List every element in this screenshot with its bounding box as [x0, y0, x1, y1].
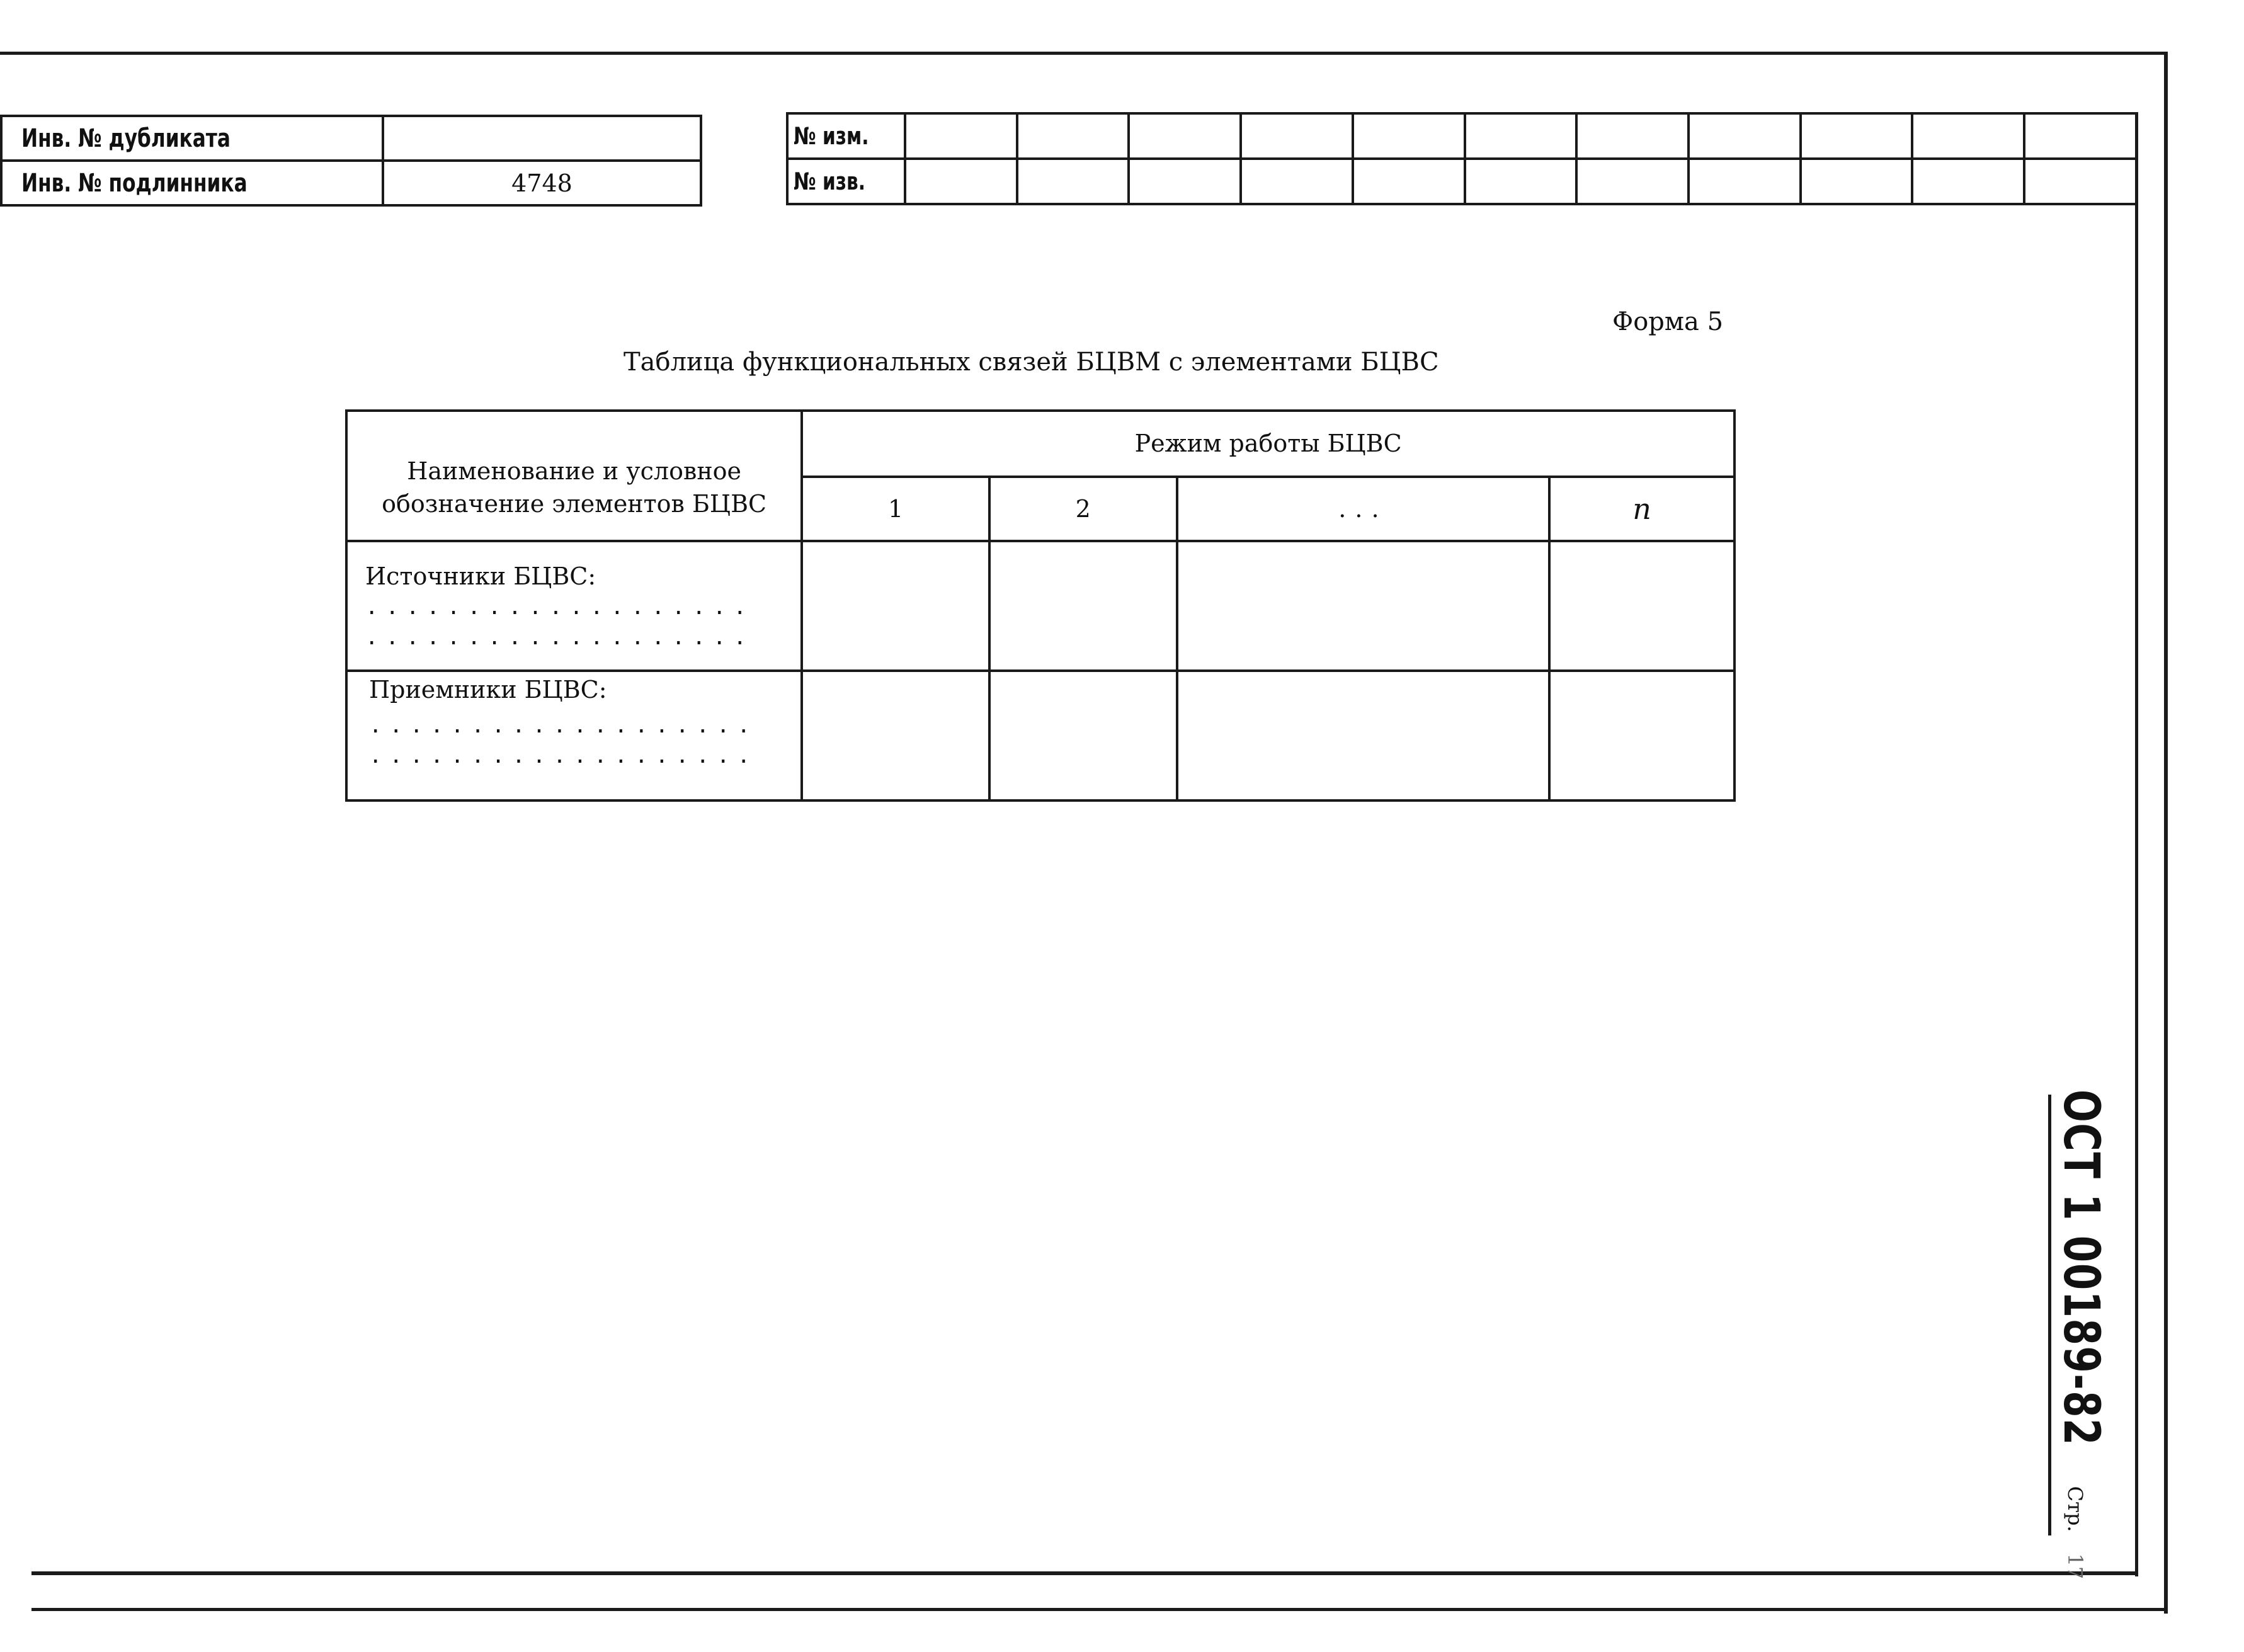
- change-cell: [1689, 113, 1801, 159]
- change-cell: [1465, 113, 1577, 159]
- mode-col-label: n: [1632, 491, 1651, 526]
- change-cell: [1129, 159, 1241, 204]
- name-header-cell: [346, 411, 802, 541]
- mode-header: Режим работы БЦВС: [1134, 430, 1402, 458]
- bottom-frame-outer: [31, 1608, 2168, 1611]
- table-cell: [802, 541, 989, 671]
- side-stamp: [2053, 1090, 2112, 1580]
- change-cell: [905, 113, 1017, 159]
- receivers-cell: [346, 671, 802, 800]
- table-cell: [989, 671, 1177, 800]
- table-cell: [1549, 671, 1734, 800]
- receivers-label: Приемники БЦВС:: [369, 675, 607, 704]
- right-frame-outer: [2164, 52, 2168, 1614]
- change-cell: [1241, 159, 1353, 204]
- mode-col-ellipsis: [1177, 477, 1550, 541]
- change-cell: [1465, 159, 1577, 204]
- mode-col-1: [802, 477, 989, 541]
- dotted-leader: ...................: [365, 624, 754, 650]
- side-stamp-rule: [2048, 1095, 2051, 1535]
- change-cell: [1801, 113, 1913, 159]
- mode-col-2: [989, 477, 1177, 541]
- change-cell: [1353, 159, 1465, 204]
- mode-col-label: ...: [1338, 494, 1388, 523]
- sources-cell: [346, 541, 802, 671]
- change-cell: [1912, 159, 2024, 204]
- izv-label: № изв.: [794, 168, 865, 195]
- mode-col-label: 1: [888, 494, 904, 523]
- sources-label: Источники БЦВС:: [365, 562, 596, 590]
- change-cell: [1353, 113, 1465, 159]
- standard-designation: ОСТ 1 00189-82: [2053, 1090, 2109, 1446]
- table-cell: [802, 671, 989, 800]
- orig-inventory-label: Инв. № подлинника: [21, 168, 248, 198]
- change-cell: [2024, 113, 2136, 159]
- page-number: 17: [2063, 1553, 2087, 1580]
- change-cell: [1576, 159, 1689, 204]
- mode-col-n: [1549, 477, 1734, 541]
- change-cell: [1129, 113, 1241, 159]
- table-cell: [1177, 541, 1550, 671]
- bottom-frame-inner: [31, 1571, 2138, 1575]
- izm-label: № изм.: [794, 122, 869, 150]
- right-frame-inner: [2135, 112, 2138, 1576]
- table-cell: [1177, 671, 1550, 800]
- top-frame-line: [0, 52, 2167, 55]
- page-label: Стр.: [2063, 1486, 2087, 1532]
- change-cell: [1017, 113, 1129, 159]
- change-cell: [1017, 159, 1129, 204]
- mode-col-label: 2: [1075, 494, 1091, 523]
- name-header-line2: обозначение элементов БЦВС: [382, 490, 767, 518]
- dotted-leader: ...................: [369, 712, 758, 738]
- change-cell: [1576, 113, 1689, 159]
- change-cell: [1912, 113, 2024, 159]
- table-cell: [1549, 541, 1734, 671]
- table-title: Таблица функциональных связей БЦВМ с элементами БЦВС: [624, 348, 1439, 377]
- table-cell: [989, 541, 1177, 671]
- dotted-leader: ...................: [369, 743, 758, 768]
- mode-header-cell: [802, 411, 1734, 477]
- form-label: Форма 5: [1612, 307, 1724, 336]
- orig-inventory-value: 4748: [511, 169, 572, 197]
- change-cell: [1241, 113, 1353, 159]
- name-header-line1: Наименование и условное: [407, 457, 742, 486]
- change-cell: [1689, 159, 1801, 204]
- inventory-stamp: [0, 115, 702, 207]
- functional-links-table: [345, 409, 1736, 802]
- dup-inventory-label: Инв. № дубликата: [21, 123, 231, 153]
- change-register: [786, 112, 2138, 205]
- change-cell: [1801, 159, 1913, 204]
- change-cell: [905, 159, 1017, 204]
- dotted-leader: ...................: [365, 594, 754, 620]
- change-cell: [2024, 159, 2136, 204]
